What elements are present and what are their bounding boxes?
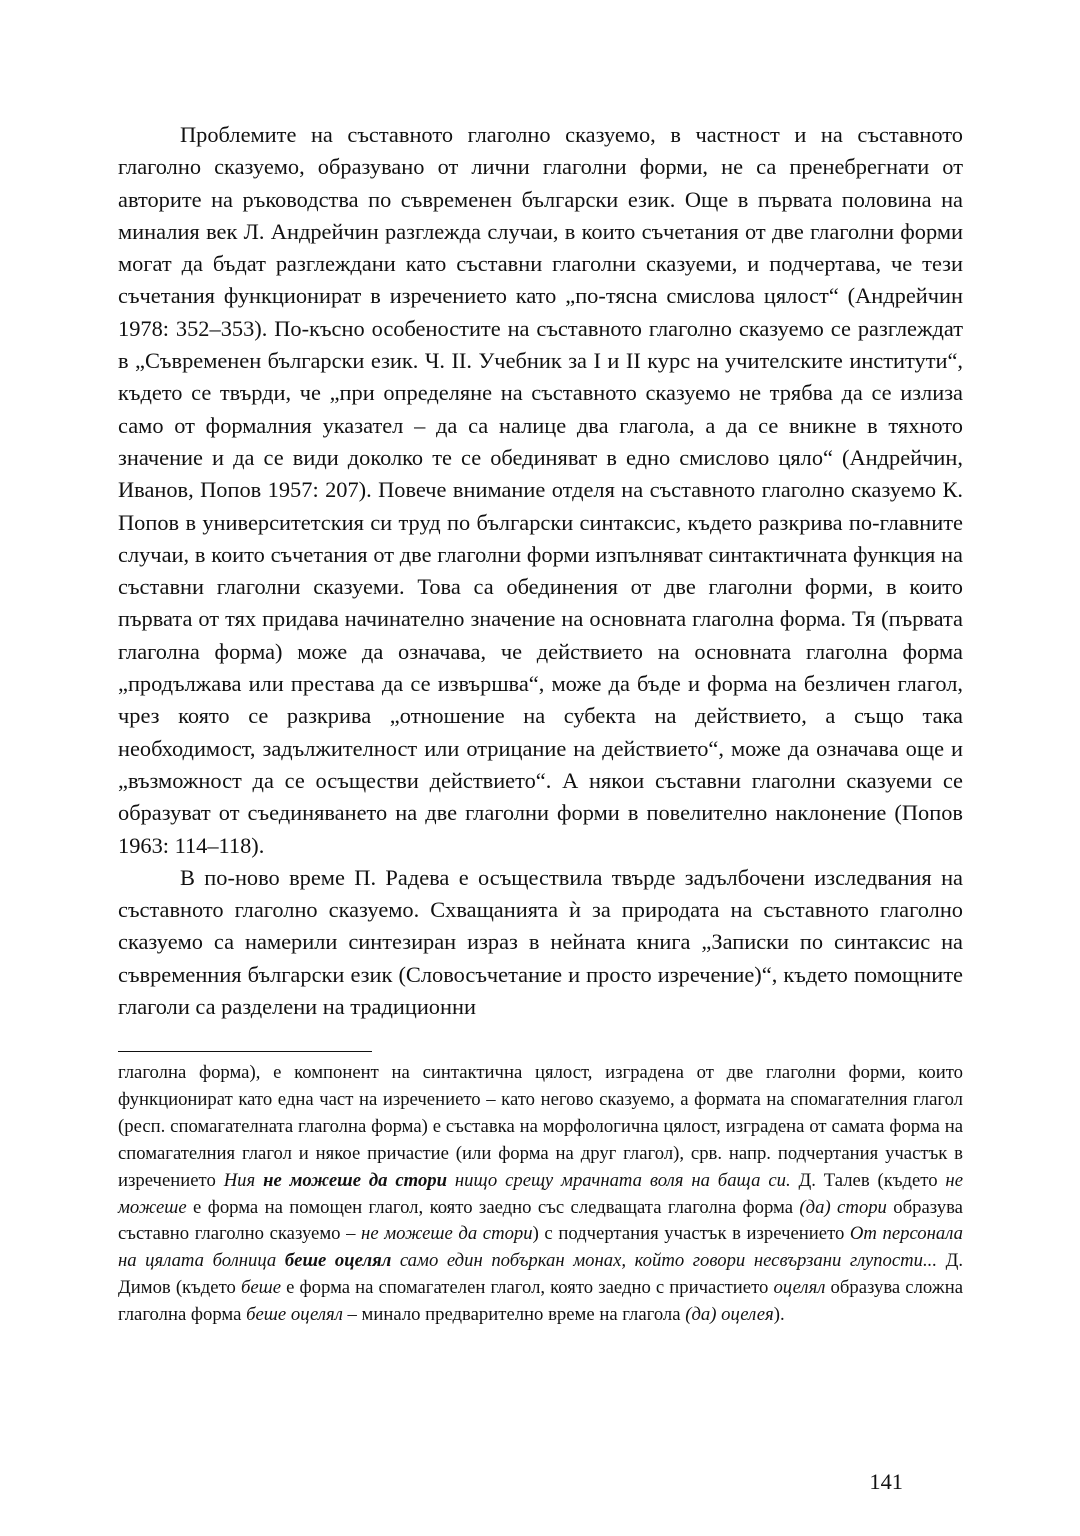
footnote-text: ) с подчертания участък в изречението xyxy=(532,1223,850,1245)
footnote-italic: (да) стори xyxy=(799,1196,887,1218)
footnote-italic: не можеше xyxy=(118,1169,963,1218)
main-text xyxy=(118,119,963,1023)
footnote-italic: беше xyxy=(240,1277,282,1299)
footnote-text: е форма на помощен глагол, която заедно със следващата глаголна форма xyxy=(186,1196,800,1218)
paragraph-2: В по-ново време П. Радева е осъществила твърде задълбочени изследвания на съставното глаголно сказуемо. Схващанията ѝ за природата на съставното глаголно сказуемо са намерили синтезиран израз в нейната книга „Записки по синтаксис на съвременния български език (Словосъчетание и просто изречение)“, където помощните глаголи са разделени на традиционни xyxy=(118,864,963,1020)
footnote-text: глаголна форма), е компонент на синтактична цялост, изградена от две глаголни форми, които функционират като една част на изречението – като негово сказуемо, а формата на спомагателния глагол (респ. спомагателната глаголна форма) е съставка на морфологична цялост, изградена от самата форма на спомагателния глагол и някое причастие (или форма на друг глагол), срв. напр. подчертания участък в изречението xyxy=(118,1062,963,1191)
footnote-text: ). xyxy=(773,1304,785,1326)
footnote-text: Д. Димов (където xyxy=(118,1250,964,1299)
footnote-italic: (да) оцелея xyxy=(685,1304,774,1326)
footnote-separator xyxy=(118,1051,372,1052)
footnote xyxy=(118,1060,963,1329)
footnote-italic: нищо срещу мрачната воля на баща си. xyxy=(447,1169,791,1191)
footnote-text: е форма на спомагателен глагол, която заедно с причастието xyxy=(281,1277,774,1299)
footnote-italic: беше оцелял xyxy=(246,1304,343,1326)
footnote-italic: Ния xyxy=(223,1169,264,1191)
footnote-text: – минало предварително време на глагола xyxy=(342,1304,686,1326)
footnote-text: образува съставно глаголно сказуемо – xyxy=(118,1196,963,1245)
footnote-text: Д. Талев (където xyxy=(790,1169,946,1191)
footnote-bold-italic: беше оцелял xyxy=(284,1250,392,1272)
footnote-italic: От персонала на цялата болница xyxy=(118,1223,963,1272)
footnote-italic: само един побъркан монах, който говори несвързани глупости... xyxy=(391,1250,938,1272)
footnote-italic: не можеше да стори xyxy=(361,1223,533,1245)
footnote-italic: оцелял xyxy=(773,1277,826,1299)
page-number: 141 xyxy=(869,1469,903,1494)
footnote-text: образува сложна глаголна форма xyxy=(118,1277,964,1326)
paragraph-1: Проблемите на съставното глаголно сказуемо, в частност и на съставното глаголно сказуемо, образувано от лични глаголни форми, не са пренебрегнати от авторите на ръководства по съвременен български език. Още в първата половина на миналия век Л. Андрейчин разглежда случаи, в които съчетания от две глаголни форми могат да бъдат разглеждани като съставни глаголни сказуеми, и подчертава, че тези съчетания функционират в изречението като „по-тясна смислова цялост“ (Андрейчин 1978: 352–353). По-късно особеностите на съставното глаголно сказуемо се разглеждат в „Съвременен български език. Ч. II. Учебник за I и II курс на учителските институти“, където се твърди, че „при определяне на съставното сказуемо не трябва да се излиза само от формалния указател – да са налице два глагола, а да се вникне в тяхното значение и да се види доколко те се обединяват в едно смислово цяло“ (Андрейчин, Иванов, Попов 1957: 207). Повече внимание отделя на съставното глаголно сказуемо К. Попов в университетския си труд по български синтаксис, където разкрива по-главните случаи, в които съчетания от две глаголни форми изпълняват синтактичната функция на съставни глаголни сказуеми. Това са обединения от две глаголни форми, в които първата от тях придава начинателно значение на основната глаголна форма. Тя (първата глаголна форма) може да означава, че действието на основната глаголна форма „продължава или престава да се извършва“, може да бъде и форма на безличен глагол, чрез която се разкрива „отношение на субекта на действието, а също така необходимост, задължителност или отрицание на действието“, може да означава още и „възможност да се осъществи действието“. А някои съставни глаголни сказуеми се образуват от съединяването на две глаголни форми в повелително наклонение (Попов 1963: 114–118). xyxy=(118,122,963,858)
footnote-paragraph xyxy=(118,1060,963,1329)
footnote-bold-italic: не можеше да стори xyxy=(263,1169,448,1191)
